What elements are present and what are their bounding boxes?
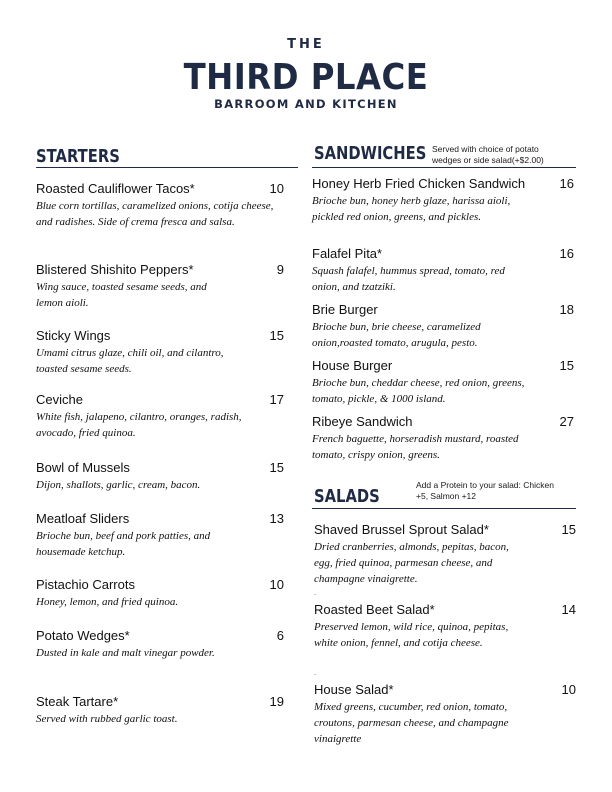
- restaurant-name: THIRD PLACE: [183, 57, 429, 98]
- menu-item: [36, 577, 286, 610]
- item-price: 10: [269, 181, 284, 196]
- menu-item: [36, 328, 286, 377]
- menu-item: [314, 522, 576, 587]
- item-description: Brioche bun, honey herb glaze, harissa aioli, pickled red onion, greens, and pickles.: [312, 195, 511, 223]
- item-name: Falafel Pita*: [312, 246, 383, 261]
- item-price: 18: [559, 302, 574, 317]
- item-price: 15: [269, 328, 284, 343]
- starters-title: STARTERS: [36, 146, 120, 167]
- menu-item: [314, 602, 576, 651]
- item-description: Honey, lemon, and fried quinoa.: [36, 596, 179, 608]
- item-description: Dusted in kale and malt vinegar powder.: [36, 647, 215, 659]
- item-description: White fish, jalapeno, cilantro, oranges, radish, avocado, fried quinoa.: [36, 411, 242, 439]
- menu-item: [36, 460, 286, 493]
- item-name: Roasted Beet Salad*: [314, 602, 435, 617]
- menu-item: [312, 414, 574, 463]
- menu-item: [36, 628, 286, 661]
- salads-title: SALADS: [314, 486, 380, 507]
- item-description: Served with rubbed garlic toast.: [36, 713, 178, 725]
- menu-item: [36, 392, 286, 441]
- item-name: Pistachio Carrots: [36, 577, 135, 592]
- starters-divider: [36, 167, 298, 168]
- menu-item: [312, 302, 574, 351]
- item-name: Potato Wedges*: [36, 628, 130, 643]
- item-description: Blue corn tortillas, caramelized onions, cotija cheese, and radishes. Side of crema fresca and salsa.: [36, 200, 274, 228]
- sandwiches-title: SANDWICHES: [314, 143, 427, 164]
- item-description: Preserved lemon, wild rice, quinoa, pepitas, white onion, fennel, and cotija cheese.: [314, 621, 509, 649]
- item-price: 10: [269, 577, 284, 592]
- item-name: House Salad*: [314, 682, 394, 697]
- item-description: Dried cranberries, almonds, pepitas, bacon, egg, fried quinoa, parmesan cheese, and champagne vinaigrette.: [314, 541, 509, 585]
- item-name: Meatloaf Sliders: [36, 511, 130, 526]
- menu-item: [312, 358, 574, 407]
- sandwiches-note: Served with choice of potato wedges or side salad(+$2.00): [432, 144, 544, 165]
- separator-dot: .: [314, 588, 317, 597]
- item-name: Ribeye Sandwich: [312, 414, 413, 429]
- item-description: Umami citrus glaze, chili oil, and cilantro, toasted sesame seeds.: [36, 347, 224, 375]
- item-price: 19: [269, 694, 284, 709]
- item-name: Steak Tartare*: [36, 694, 119, 709]
- menu-item: [36, 262, 286, 311]
- item-name: Brie Burger: [312, 302, 378, 317]
- salads-divider: [312, 508, 576, 509]
- logo-the: THE: [287, 37, 325, 52]
- item-name: House Burger: [312, 358, 393, 373]
- salads-note: Add a Protein to your salad: Chicken +5, Salmon +12: [416, 480, 554, 501]
- item-description: Wing sauce, toasted sesame seeds, and lemon aioli.: [36, 281, 207, 309]
- item-description: Mixed greens, cucumber, red onion, tomato, croutons, parmesan cheese, and champagne vinaigrette: [314, 701, 509, 745]
- menu-item: [312, 246, 574, 295]
- item-description: Squash falafel, hummus spread, tomato, red onion, and tzatziki.: [312, 265, 505, 293]
- item-description: Brioche bun, beef and pork patties, and housemade ketchup.: [36, 530, 211, 558]
- item-name: Sticky Wings: [36, 328, 111, 343]
- menu-item: [314, 682, 576, 747]
- separator-dot: .: [314, 668, 317, 677]
- menu-item: [36, 694, 286, 727]
- menu-item: [36, 511, 286, 560]
- item-description: Dijon, shallots, garlic, cream, bacon.: [36, 479, 201, 491]
- menu-item: [36, 181, 286, 230]
- item-price: 15: [269, 460, 284, 475]
- item-name: Honey Herb Fried Chicken Sandwich: [312, 176, 526, 191]
- sandwiches-divider: [312, 167, 576, 168]
- item-name: Blistered Shishito Peppers*: [36, 262, 194, 277]
- item-price: 14: [561, 602, 576, 617]
- item-price: 10: [561, 682, 576, 697]
- item-description: Brioche bun, brie cheese, caramelized onion,roasted tomato, arugula, pesto.: [312, 321, 481, 349]
- item-price: 16: [559, 176, 574, 191]
- item-name: Shaved Brussel Sprout Salad*: [314, 522, 489, 537]
- item-price: 15: [561, 522, 576, 537]
- item-price: 16: [559, 246, 574, 261]
- item-description: French baguette, horseradish mustard, roasted tomato, crispy onion, greens.: [312, 433, 519, 461]
- restaurant-tagline: BARROOM AND KITCHEN: [214, 97, 398, 111]
- item-price: 13: [269, 511, 284, 526]
- item-price: 15: [559, 358, 574, 373]
- item-price: 6: [276, 628, 284, 643]
- item-name: Bowl of Mussels: [36, 460, 130, 475]
- item-price: 9: [276, 262, 284, 277]
- item-price: 27: [559, 414, 574, 429]
- item-name: Ceviche: [36, 392, 83, 407]
- item-description: Brioche bun, cheddar cheese, red onion, greens, tomato, pickle, & 1000 island.: [312, 377, 525, 405]
- item-name: Roasted Cauliflower Tacos*: [36, 181, 195, 196]
- menu-item: [312, 176, 574, 225]
- item-price: 17: [269, 392, 284, 407]
